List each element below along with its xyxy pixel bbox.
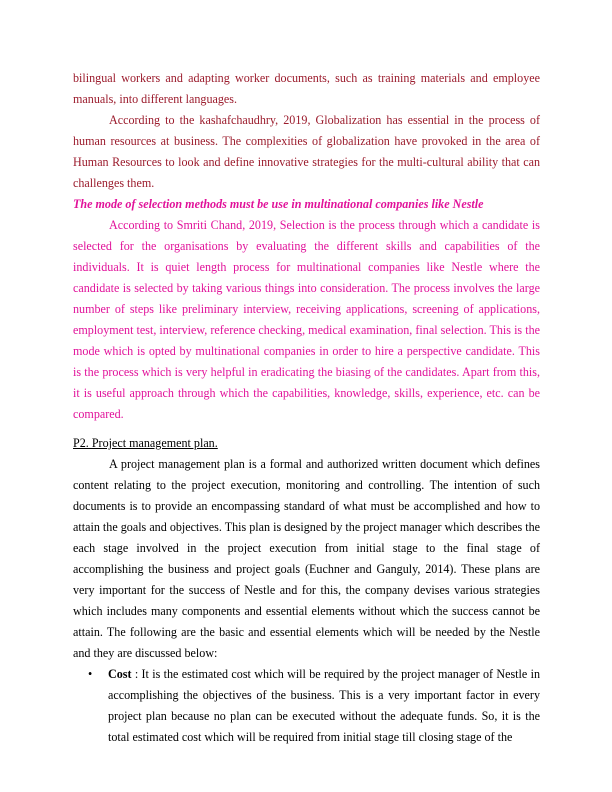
- p2-section-heading: P2. Project management plan.: [73, 436, 218, 450]
- project-plan-paragraph: A project management plan is a formal and authorized written document which defines content relating to the project execution, monitoring and controlling. The intention of such documents is to provide an encompassing standard of what must be accomplished and how to attain the goals and objectives. This plan is designed by the project manager which describes the each stage involved in the project execution from initial stage to the final stage of accomplishing the business and project goals (Euchner and Ganguly, 2014). These plans are very important for the success of Nestle and for this, the company devises various strategies which includes many components and essential elements without which the success cannot be attain. The following are the basic and essential elements which will be needed by the Nestle and they are discussed below:: [73, 457, 540, 660]
- page-content: [73, 68, 540, 748]
- continuation-paragraph: bilingual workers and adapting worker documents, such as training materials and employee manuals, into different languages.: [73, 71, 540, 106]
- elements-bullet-list: [73, 664, 540, 748]
- globalization-paragraph: According to the kashafchaudhry, 2019, Globalization has essential in the process of human resources at business. The complexities of globalization have provoked in the area of Human Resources to look and define innovative strategies for the multi-cultural ability that can challenges them.: [73, 113, 540, 190]
- list-item-cost: [73, 664, 540, 748]
- bullet-icon: •: [88, 667, 93, 681]
- selection-methods-paragraph: According to Smriti Chand, 2019, Selection is the process through which a candidate is selected for the organisations by evaluating the different skills and capabilities of the individuals. It is quiet length process for multinational companies like Nestle where the candidate is selected by taking various things into consideration. The process involves the large number of steps like preliminary interview, receiving applications, screening of applications, employment test, interview, reference checking, medical examination, final selection. This is the mode which is opted by multinational companies in order to hire a perspective candidate. This is the process which is very helpful in eradicating the biasing of the candidates. Apart from this, it is useful approach through which the capabilities, knowledge, skills, experience, etc. can be compared.: [73, 218, 540, 421]
- selection-methods-heading: The mode of selection methods must be use in multinational companies like Nestle: [73, 197, 484, 211]
- bullet-term: Cost: [108, 667, 132, 681]
- bullet-text: : It is the estimated cost which will be required by the project manager of Nestle in accomplishing the objectives of the business. This is a very important factor in every project plan because no plan can be executed without the adequate funds. So, it is the total estimated cost which will be required from initial stage till closing stage of the: [108, 667, 540, 744]
